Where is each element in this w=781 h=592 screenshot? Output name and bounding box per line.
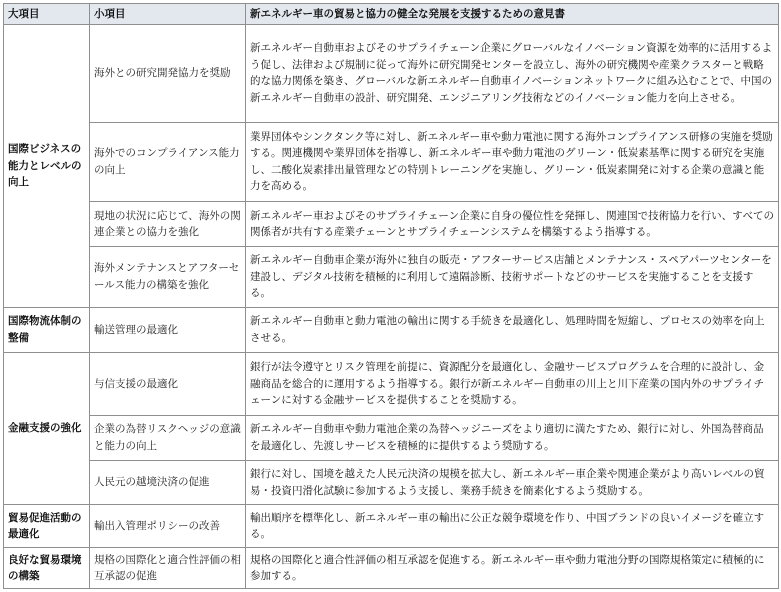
minor-item-cell: 与信支援の最適化 — [90, 352, 246, 415]
minor-item-cell: 輸送管理の最適化 — [90, 307, 246, 352]
minor-item-cell: 規格の国際化と適合性評価の相互承認の促進 — [90, 548, 246, 589]
minor-item-cell: 人民元の越境決済の促進 — [90, 460, 246, 505]
table-row — [4, 505, 779, 548]
opinion-cell: 新エネルギー車およびそのサプライチェーン企業に自身の優位性を発揮し、関連国で技術協力を行い、すべての関係者が共有する産業チェーンとサプライチェーンシステムを構築するよう指導する。 — [246, 202, 779, 247]
opinion-cell: 輸出順序を標準化し、新エネルギー車の輸出に公正な競争環境を作り、中国ブランドの良いイメージを確立する。 — [246, 505, 779, 548]
minor-item-cell: 海外メンテナンスとアフターセールス能力の構築を強化 — [90, 246, 246, 307]
minor-item-cell: 海外でのコンプライアンス能力の向上 — [90, 122, 246, 201]
header-minor: 小項目 — [90, 4, 246, 25]
major-category-cell: 良好な貿易環境の構築 — [4, 548, 90, 589]
opinion-cell: 銀行が法令遵守とリスク管理を前提に、資源配分を最適化し、金融サービスプログラムを合理的に設計し、金融商品を総合的に運用するよう指導する。銀行が新エネルギー自動車の川上と川下産業の国内外のサプライチェーンに対する金融サービスを提供することを奨励する。 — [246, 352, 779, 415]
major-category-cell: 貿易促進活動の最適化 — [4, 505, 90, 548]
major-category-cell: 国際物流体制の整備 — [4, 307, 90, 352]
table-row — [4, 25, 779, 123]
minor-item-cell: 現地の状況に応じて、海外の関連企業との協力を強化 — [90, 202, 246, 247]
minor-item-cell: 海外との研究開発協力を奨励 — [90, 25, 246, 123]
opinion-cell: 新エネルギー自動車およびそのサプライチェーン企業にグローバルなイノベーション資源を効率的に活用するよう促し、法律および規制に従って海外に研究開発センターを設立し、海外の研究機関や産業クラスターと戦略的な協力関係を築き、グローバルな新エネルギー自動車イノベーションネットワークに組み込むことで、中国の新エネルギー自動車の設計、研究開発、エンジニアリング技術などのイノベーション能力を向上させる。 — [246, 25, 779, 123]
opinion-cell: 新エネルギー自動車企業が海外に独自の販売・アフターサービス店舗とメンテナンス・スペアパーツセンターを建設し、デジタル技術を積極的に利用して遠隔診断、技術サポートなどのサービスを実施することを支援する。 — [246, 246, 779, 307]
opinion-cell: 新エネルギー自動車や動力電池企業の為替ヘッジニーズをより適切に満たすため、銀行に対し、外国為替商品を最適化し、先渡しサービスを積極的に提供するよう奨励する。 — [246, 415, 779, 460]
table-row — [4, 307, 779, 352]
table-row — [4, 415, 779, 460]
table-row — [4, 352, 779, 415]
table-row — [4, 460, 779, 505]
minor-item-cell: 輸出入管理ポリシーの改善 — [90, 505, 246, 548]
policy-table — [3, 3, 779, 589]
table-row — [4, 548, 779, 589]
header-major: 大項目 — [4, 4, 90, 25]
major-category-cell: 国際ビジネスの能力とレベルの向上 — [4, 25, 90, 308]
opinion-cell: 銀行に対し、国境を越えた人民元決済の規模を拡大し、新エネルギー車企業や関連企業がより高いレベルの貿易・投資円滑化試験に参加するよう支援し、業務手続きを簡素化するよう奨励する。 — [246, 460, 779, 505]
opinion-cell: 新エネルギー自動車と動力電池の輸出に関する手続きを最適化し、処理時間を短縮し、プロセスの効率を向上させる。 — [246, 307, 779, 352]
opinion-cell: 規格の国際化と適合性評価の相互承認を促進する。新エネルギー車や動力電池分野の国際規格策定に積極的に参加する。 — [246, 548, 779, 589]
table-row — [4, 202, 779, 247]
major-category-cell: 金融支援の強化 — [4, 352, 90, 505]
table-row — [4, 122, 779, 201]
opinion-cell: 業界団体やシンクタンク等に対し、新エネルギー車や動力電池に関する海外コンプライアンス研修の実施を奨励する。関連機関や業界団体を指導し、新エネルギー車や動力電池のグリーン・低炭素基準に関する研究を実施し、二酸化炭素排出量管理などの特別トレーニングを実施し、グリーン・低炭素開発に対する企業の意識と能力を高める。 — [246, 122, 779, 201]
header-row — [4, 4, 779, 25]
minor-item-cell: 企業の為替リスクヘッジの意識と能力の向上 — [90, 415, 246, 460]
header-opinion: 新エネルギー車の貿易と協力の健全な発展を支援するための意見書 — [246, 4, 779, 25]
table-row — [4, 246, 779, 307]
